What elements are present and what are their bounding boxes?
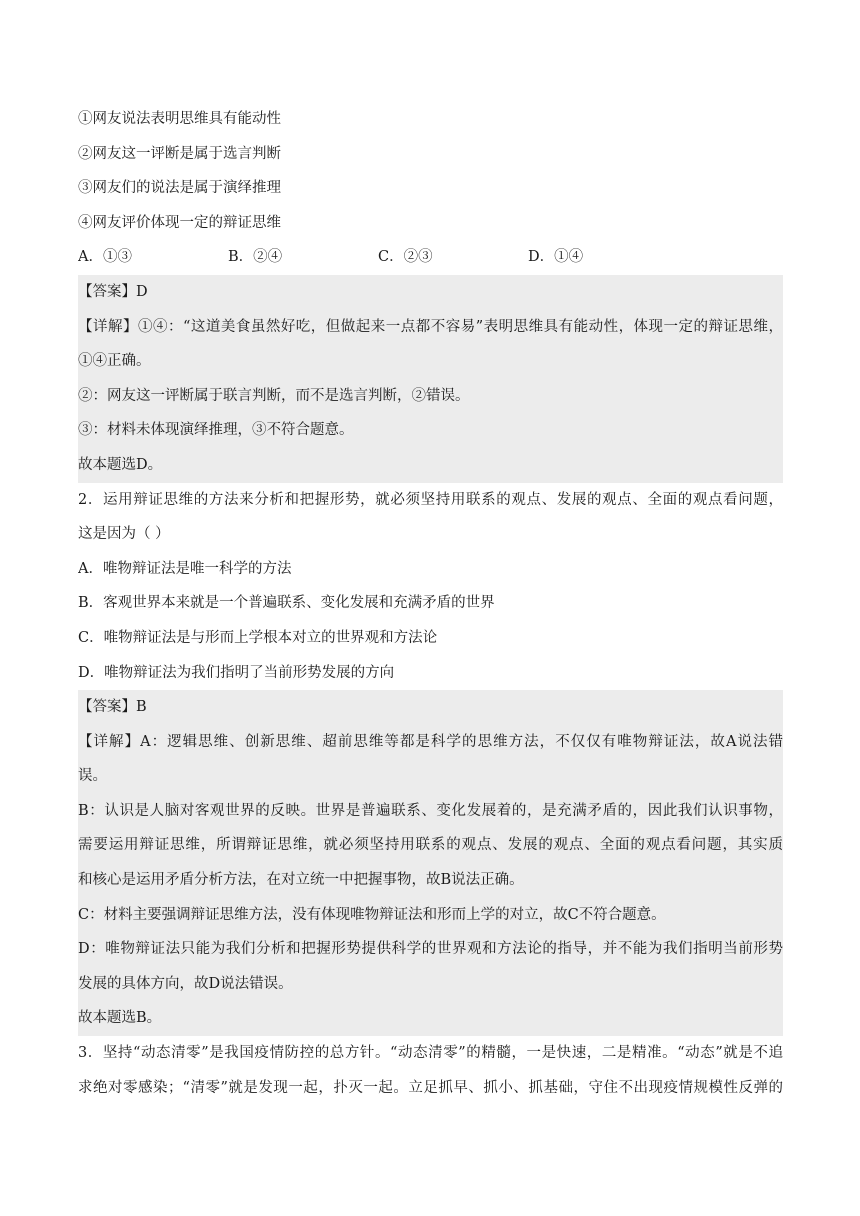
q1-explanation-line-4: ③：材料未体现演绎推理，③不符合题意。 — [78, 422, 354, 439]
q1-statement-2: ②网友这一评断是属于选言判断 — [78, 145, 281, 162]
q1-statement-1: ①网友说法表明思维具有能动性 — [78, 111, 281, 127]
q1-answer: 【答案】D — [78, 283, 148, 300]
q2-explanation-line-6: C：材料主要强调辩证思维方法，没有体现唯物辩证法和形而上学的对立，故C不符合题意。 — [78, 906, 666, 923]
q1-statement-4: ④网友评价体现一定的辩证思维 — [78, 214, 281, 231]
q3-stem-line-1: 3．坚持“动态清零”是我国疫情防控的总方针。“动态清零”的精髓，一是快速，二是精准。“动态”就是不追 — [78, 1045, 783, 1062]
q2-explanation-line-5: 和核心是运用矛盾分析方法，在对立统一中把握事物，故B说法正确。 — [78, 872, 524, 889]
q2-option-d: D．唯物辩证法为我们指明了当前形势发展的方向 — [78, 664, 395, 681]
q2-explanation-line-7: D：唯物辩证法只能为我们分析和把握形势提供科学的世界观和方法论的指导，并不能为我们指明当前形势 — [78, 941, 783, 958]
document-page — [78, 102, 783, 1105]
q2-explanation-line-4: 需要运用辩证思维，所谓辩证思维，就必须坚持用联系的观点、发展的观点、全面的观点看问题，其实质 — [78, 837, 783, 854]
q1-explanation-line-1: 【详解】①④：“这道美食虽然好吃，但做起来一点都不容易”表明思维具有能动性，体现一定的辩证思维， — [78, 318, 783, 335]
q2-answer-block — [78, 690, 783, 1036]
q2-stem-line-2: 这是因为（ ） — [78, 526, 170, 543]
q2-stem — [78, 483, 783, 552]
q1-explanation-line-3: ②：网友这一评断属于联言判断，而不是选言判断，②错误。 — [78, 387, 470, 404]
q3-stem-line-2: 求绝对零感染；“清零”就是发现一起，扑灭一起。立足抓早、抓小、抓基础，守住不出现疫情规模性反弹的 — [78, 1079, 783, 1096]
q2-explanation-line-2: 误。 — [78, 768, 107, 785]
q1-explanation-line-5: 故本题选D。 — [78, 456, 163, 473]
q1-option-d: D．①④ — [528, 249, 584, 266]
q1-statement-3: ③网友们的说法是属于演绎推理 — [78, 180, 281, 197]
q1-option-a: A．①③ — [78, 249, 132, 266]
q2-explanation-line-9: 故本题选B。 — [78, 1010, 162, 1027]
q2-option-a: A．唯物辩证法是唯一科学的方法 — [78, 560, 292, 577]
q2-stem-line-1: 2．运用辩证思维的方法来分析和把握形势，就必须坚持用联系的观点、发展的观点、全面的观点看问题， — [78, 491, 783, 508]
q2-explanation-line-8: 发展的具体方向，故D说法错误。 — [78, 975, 293, 992]
q1-explanation-line-2: ①④正确。 — [78, 353, 151, 370]
q1-option-c: C．②③ — [378, 249, 433, 266]
q1-answer-block — [78, 275, 783, 483]
q2-explanation-line-3: B：认识是人脑对客观世界的反映。世界是普遍联系、变化发展着的，是充满矛盾的，因此我们认识事物， — [78, 802, 783, 819]
q1-statement-list — [78, 102, 783, 240]
q2-answer: 【答案】B — [78, 699, 147, 716]
q2-options — [78, 552, 783, 690]
q3-stem — [78, 1036, 783, 1105]
q1-options — [78, 240, 783, 275]
q2-explanation-line-1: 【详解】A：逻辑思维、创新思维、超前思维等都是科学的思维方法，不仅仅有唯物辩证法，故A说法错 — [78, 733, 783, 750]
q2-option-c: C．唯物辩证法是与形而上学根本对立的世界观和方法论 — [78, 629, 438, 646]
q2-option-b: B．客观世界本来就是一个普遍联系、变化发展和充满矛盾的世界 — [78, 595, 495, 612]
q1-option-b: B．②④ — [228, 249, 283, 266]
